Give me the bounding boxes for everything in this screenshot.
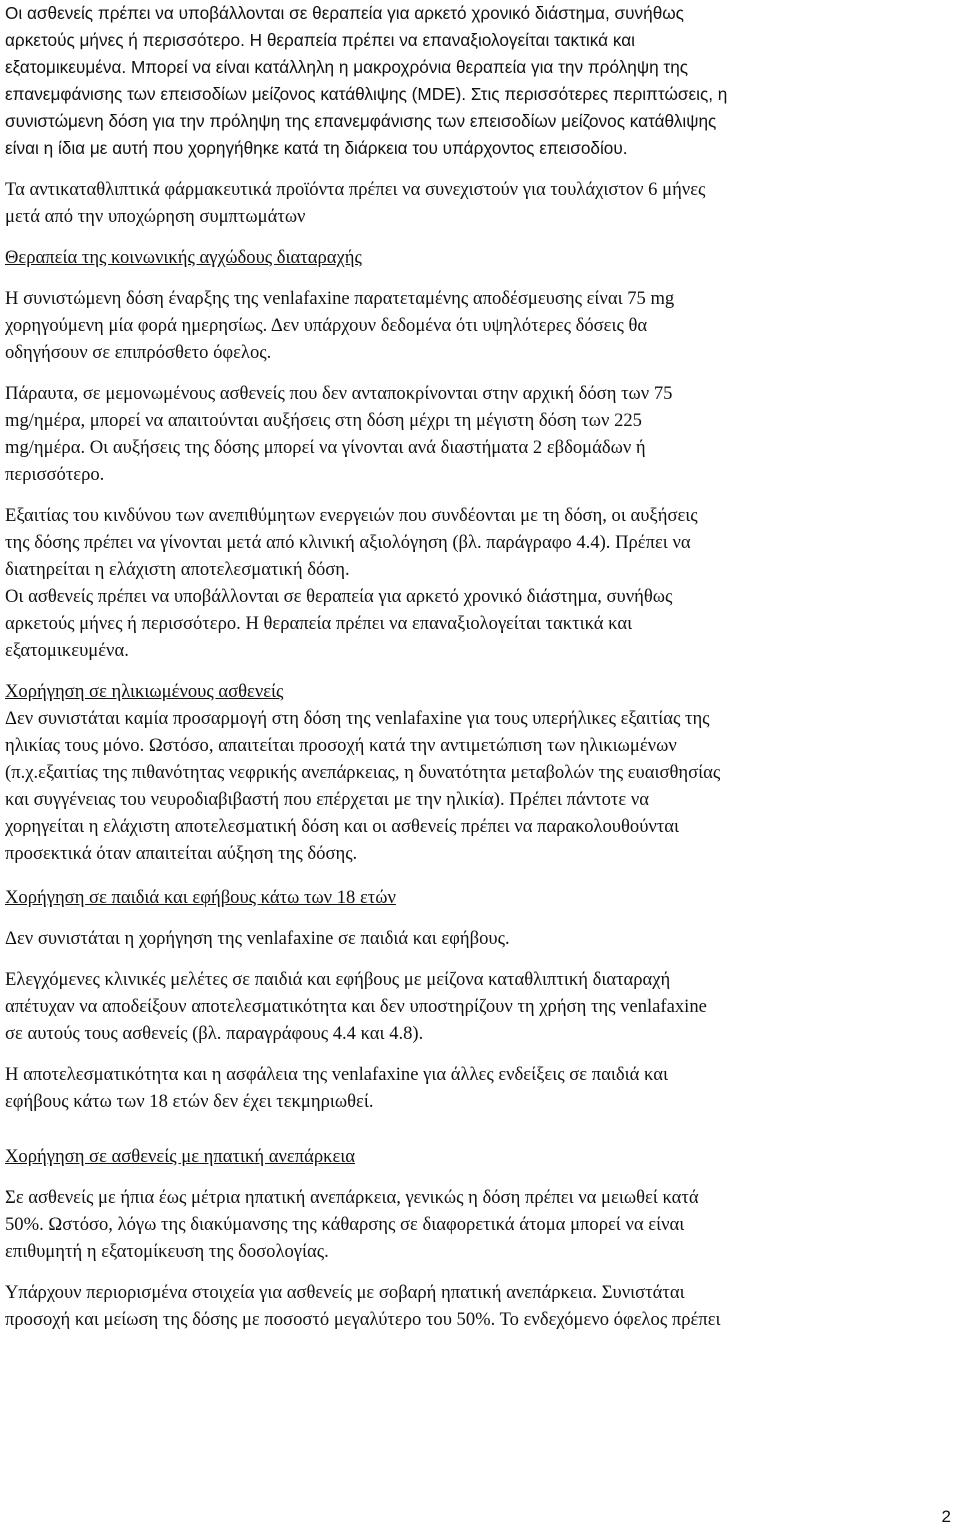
- text-line: μετά από την υποχώρηση συμπτωμάτων: [5, 206, 306, 227]
- text-line: χορηγείται η ελάχιστη αποτελεσματική δόση και οι ασθενείς πρέπει να παρακολουθούνται: [5, 816, 680, 837]
- paragraph-treatment-duration: [5, 0, 957, 162]
- text-line: εφήβους κάτω των 18 ετών δεν έχει τεκμηριωθεί.: [5, 1091, 374, 1112]
- paragraph-hepatic-severe: [5, 1279, 957, 1333]
- text-line: Δεν συνιστάται καμία προσαρμογή στη δόση της venlafaxine για τους υπερήλικες εξαιτίας της: [5, 708, 710, 729]
- text-line: Σε ασθενείς με ήπια έως μέτρια ηπατική ανεπάρκεια, γενικώς η δόση πρέπει να μειωθεί κατά: [5, 1187, 699, 1208]
- text-line: χορηγούμενη μία φορά ημερησίως. Δεν υπάρχουν δεδομένα ότι υψηλότερες δόσεις θα: [5, 315, 648, 336]
- text-line: (π.χ.εξαιτίας της πιθανότητας νεφρικής ανεπάρκειας, η δυνατότητα μεταβολών της ευαισθησίας: [5, 762, 721, 783]
- text-line: προσεκτικά όταν απαιτείται αύξηση της δόσης.: [5, 843, 358, 864]
- paragraph-children-not-recommended: [5, 925, 957, 952]
- text-line: Εξαιτίας του κινδύνου των ανεπιθύμητων ενεργειών που συνδέονται με τη δόση, οι αυξήσεις: [5, 505, 698, 526]
- section-heading: Χορήγηση σε ηλικιωμένους ασθενείς: [5, 681, 284, 702]
- paragraph-antidepressant-continuation: [5, 176, 957, 230]
- text-line: εξατομικευμένα. Μπορεί να είναι κατάλληλη η μακροχρόνια θεραπεία για την πρόληψη της: [5, 57, 689, 77]
- text-line: περισσότερο.: [5, 464, 105, 485]
- section-heading: Θεραπεία της κοινωνικής αγχώδους διαταραχής: [5, 247, 362, 268]
- heading-hepatic: [5, 1143, 957, 1170]
- text-line: επανεμφάνισης των επεισοδίων μείζονος κατάθλιψης (MDE). Στις περισσότερες περιπτώσεις, η: [5, 84, 728, 104]
- paragraph-dose-increase: [5, 380, 957, 488]
- text-line: Τα αντικαταθλιπτικά φάρμακευτικά προϊόντα πρέπει να συνεχιστούν για τουλάχιστον 6 μήνες: [5, 179, 706, 200]
- paragraph-starting-dose: [5, 285, 957, 366]
- heading-children: [5, 884, 957, 911]
- text-line: Οι ασθενείς πρέπει να υποβάλλονται σε θεραπεία για αρκετό χρονικό διάστημα, συνήθως: [5, 3, 684, 23]
- text-line: απέτυχαν να αποδείξουν αποτελεσματικότητα και δεν υποστηρίζουν τη χρήση της venlafaxine: [5, 996, 707, 1017]
- text-line: σε αυτούς τους ασθενείς (βλ. παραγράφους 4.4 και 4.8).: [5, 1023, 424, 1044]
- text-line: ηλικίας τους μόνο. Ωστόσο, απαιτείται προσοχή κατά την αντιμετώπιση των ηλικιωμένων: [5, 735, 677, 756]
- text-line: της δόσης πρέπει να γίνονται μετά από κλινική αξιολόγηση (βλ. παράγραφο 4.4). Πρέπει να: [5, 532, 691, 553]
- text-line: mg/ημέρα. Οι αυξήσεις της δόσης μπορεί να γίνονται ανά διαστήματα 2 εβδομάδων ή: [5, 437, 646, 458]
- paragraph-clinical-studies: [5, 966, 957, 1047]
- text-line: Η αποτελεσματικότητα και η ασφάλεια της venlafaxine για άλλες ενδείξεις σε παιδιά και: [5, 1064, 668, 1085]
- text-line: Η συνιστώμενη δόση έναρξης της venlafaxine παρατεταμένης αποδέσμευσης είναι 75 mg: [5, 288, 675, 309]
- text-line: συνιστώμενη δόση για την πρόληψη της επανεμφάνισης των επεισοδίων μείζονος κατάθλιψης: [5, 111, 717, 131]
- text-line: είναι η ίδια με αυτή που χορηγήθηκε κατά τη διάρκεια του υπάρχοντος επεισοδίου.: [5, 138, 628, 158]
- paragraph-other-indications: [5, 1061, 957, 1115]
- text-line: αρκετούς μήνες ή περισσότερο. Η θεραπεία πρέπει να επαναξιολογείται τακτικά και: [5, 613, 633, 634]
- text-line: Ελεγχόμενες κλινικές μελέτες σε παιδιά και εφήβους με μείζονα καταθλιπτική διαταραχή: [5, 969, 671, 990]
- text-line: 50%. Ωστόσο, λόγω της διακύμανσης της κάθαρσης σε διαφορετικά άτομα μπορεί να είναι: [5, 1214, 685, 1235]
- text-line: προσοχή και μείωση της δόσης με ποσοστό μεγαλύτερο του 50%. Το ενδεχόμενο όφελος πρέπει: [5, 1309, 721, 1330]
- text-line: επιθυμητή η εξατομίκευση της δοσολογίας.: [5, 1241, 329, 1262]
- text-line: Υπάρχουν περιορισμένα στοιχεία για ασθενείς με σοβαρή ηπατική ανεπάρκεια. Συνιστάται: [5, 1282, 685, 1303]
- section-heading: Χορήγηση σε ασθενείς με ηπατική ανεπάρκεια: [5, 1146, 356, 1167]
- text-line: οδηγήσουν σε επιπρόσθετο όφελος.: [5, 342, 272, 363]
- paragraph-adverse-effects: [5, 502, 957, 583]
- paragraph-hepatic-mild: [5, 1184, 957, 1265]
- text-line: διατηρείται η ελάχιστη αποτελεσματική δόση.: [5, 559, 350, 580]
- text-line: αρκετούς μήνες ή περισσότερο. Η θεραπεία πρέπει να επαναξιολογείται τακτικά και: [5, 30, 635, 50]
- document-page: [5, 0, 957, 1333]
- text-line: και συγγένειας του νευροδιαβιβαστή που επέρχεται με την ηλικία). Πρέπει πάντοτε να: [5, 789, 649, 810]
- text-line: Οι ασθενείς πρέπει να υποβάλλονται σε θεραπεία για αρκετό χρονικό διάστημα, συνήθως: [5, 586, 673, 607]
- paragraph-treatment-duration-repeat: [5, 583, 957, 664]
- text-line: Δεν συνιστάται η χορήγηση της venlafaxine σε παιδιά και εφήβους.: [5, 928, 510, 949]
- section-heading: Χορήγηση σε παιδιά και εφήβους κάτω των 18 ετών: [5, 887, 396, 908]
- text-line: εξατομικευμένα.: [5, 640, 129, 661]
- text-line: mg/ημέρα, μπορεί να απαιτούνται αυξήσεις στη δόση μέχρι τη μέγιστη δόση των 225: [5, 410, 642, 431]
- text-line: Πάραυτα, σε μεμονωμένους ασθενείς που δεν ανταποκρίνονται στην αρχική δόση των 75: [5, 383, 673, 404]
- page-number: 2: [941, 1507, 951, 1526]
- section-elderly: [5, 678, 957, 867]
- heading-social-anxiety: [5, 244, 957, 271]
